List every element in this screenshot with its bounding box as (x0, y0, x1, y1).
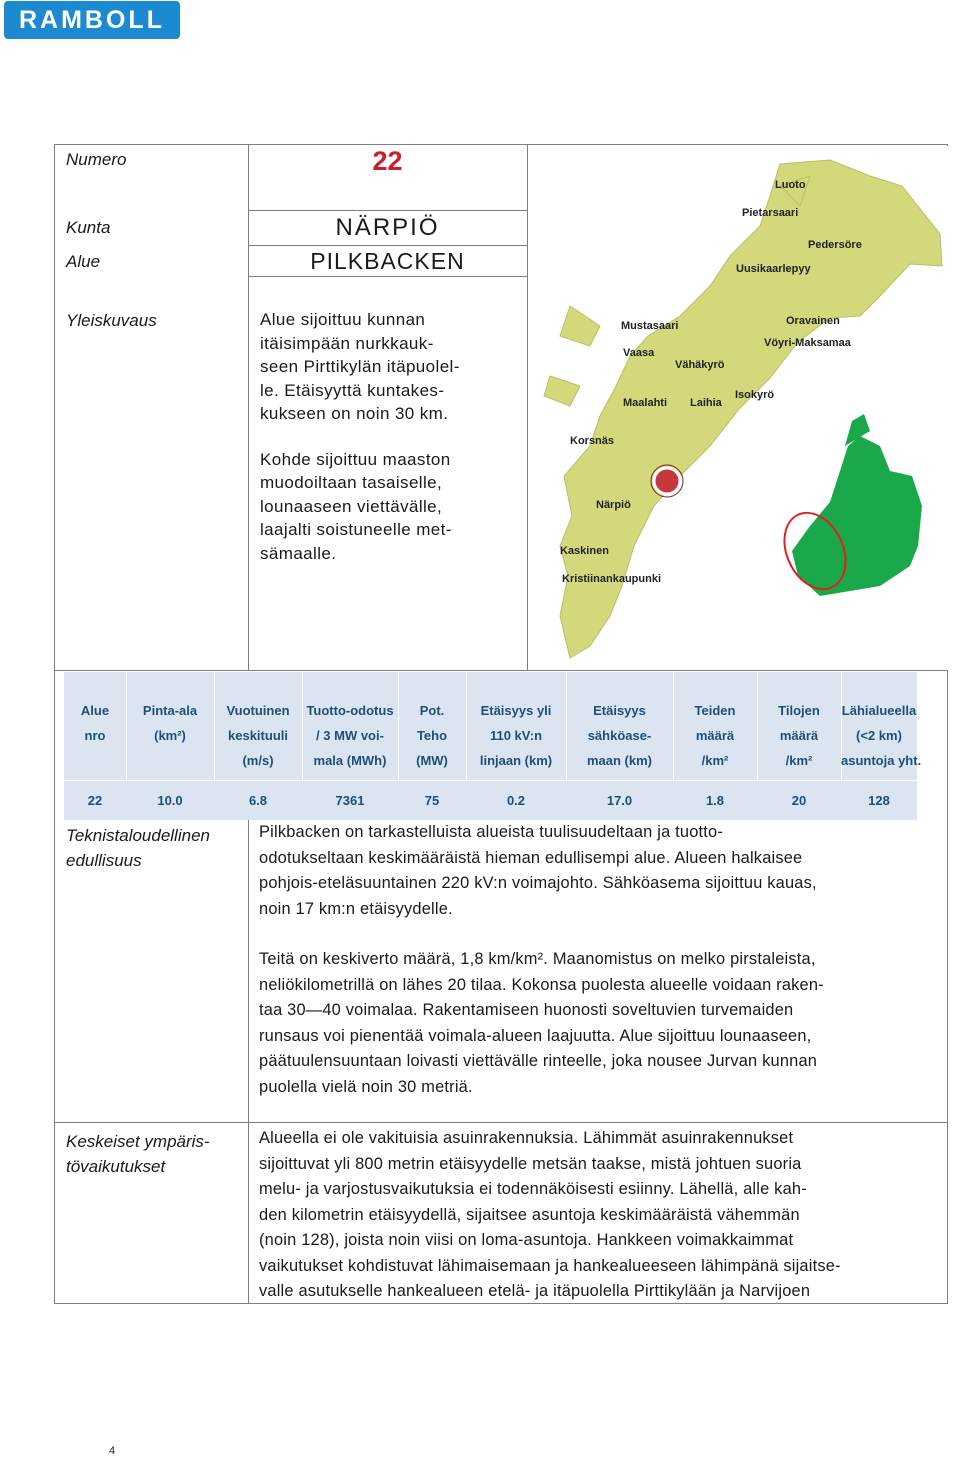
alue-label: Alue (66, 252, 101, 271)
yleiskuvaus-line: itäisimpään nurkkauk- (260, 333, 434, 353)
yleiskuvaus-line: muodoiltaan tasaiselle, (260, 473, 443, 492)
ymparisto-line: sijoittuvat yli 800 metrin etäisyydelle metsän taakse, mistä johtuen suoria (259, 1154, 802, 1173)
stats-header-pinta-ala: Pinta-ala (km²) (142, 703, 198, 743)
ymparisto-text (259, 1126, 949, 1305)
map-column-divider (527, 144, 528, 670)
stats-header-tilojen: Tilojen määrä /km² (778, 703, 820, 768)
stats-header-asuntoja: Lähialueella (<2 km) asuntoja yht. (841, 703, 922, 768)
kunta-value: NÄRPIÖ (335, 214, 440, 241)
stats-value-teiden: 1.8 (705, 793, 725, 808)
stats-value-keskituuli: 6.8 (248, 793, 268, 808)
map-graphic (530, 146, 948, 670)
stats-value-pinta-ala: 10.0 (157, 793, 183, 808)
numero-label: Numero (66, 150, 127, 169)
place-label: Närpiö (596, 499, 631, 511)
stats-header-alue: Alue nro (80, 703, 110, 743)
table-border-top (54, 144, 948, 145)
location-map (530, 146, 948, 670)
tekninen-line: runsaus voi pienentää voimala-alueen laajuutta. Alue sijoittuu lounaaseen, (259, 1026, 812, 1045)
yleiskuvaus-text (260, 308, 522, 565)
place-label: Uusikaarlepyy (736, 263, 811, 275)
kunta-label: Kunta (66, 218, 111, 237)
place-label: Laihia (690, 397, 722, 409)
tekninen-line: pohjois-eteläsuuntainen 220 kV:n voimajohto. Sähköasema sijoittuu kauas, (259, 874, 817, 892)
ymparisto-line: den kilometrin etäisyydellä, sijaitsee asuntoja keskimääräistä vähemmän (259, 1205, 800, 1224)
yleiskuvaus-line: le. Etäisyyttä kuntakes- (260, 380, 445, 400)
place-label: Oravainen (786, 315, 840, 327)
tekninen-line: taa 30—40 voimalaa. Rakentamiseen huonosti soveltuvien turvemaiden (259, 1001, 794, 1019)
place-label: Luoto (775, 179, 806, 191)
place-label: Vöyri-Maksamaa (764, 337, 851, 349)
numero-value: 22 (372, 146, 403, 176)
row-divider-alue (248, 276, 527, 277)
stats-header-sahkoasema: Etäisyys sähköase- maan (km) (586, 703, 653, 768)
place-label: Kaskinen (560, 545, 609, 557)
alue-value: PILKBACKEN (310, 248, 465, 274)
stats-value-linja: 0.2 (506, 793, 526, 808)
finland-shape (792, 436, 922, 596)
yleiskuvaus-line: lounaaseen viettävälle, (260, 496, 443, 516)
stats-table (64, 672, 922, 820)
ymparisto-label: Keskeiset ympäris- tövaikutukset (66, 1132, 210, 1176)
label-column-divider-lower (248, 820, 249, 1304)
stats-header-tuotto: Tuotto-odotus / 3 MW voi- mala (MWh) (306, 703, 394, 768)
tekninen-line: Pilkbacken on tarkastelluista alueista tuulisuudeltaan ja tuotto- (259, 823, 724, 841)
yleiskuvaus-line: laajalti soistuneelle met- (260, 520, 452, 539)
stats-value-teho: 75 (424, 793, 440, 808)
stats-value-asuntoja: 128 (868, 793, 890, 808)
yleiskuvaus-line: kukseen on noin 30 km. (260, 404, 449, 423)
ymparisto-line: (noin 128), joista noin viisi on loma-asuntoja. Hankkeen voimakkaimmat (259, 1231, 794, 1249)
stats-header-teiden: Teiden määrä /km² (694, 703, 736, 768)
tekninen-text (259, 820, 949, 1100)
yleiskuvaus-line: seen Pirttikylän itäpuolel- (260, 357, 460, 376)
stats-value-alue: 22 (87, 793, 103, 808)
place-label: Maalahti (623, 397, 668, 409)
tekninen-line: neliökilometrillä on lähes 20 tilaa. Kokonsa puolesta alueelle voidaan raken- (259, 975, 824, 994)
stats-value-tilojen: 20 (791, 793, 807, 808)
place-label: Isokyrö (735, 389, 775, 401)
place-label: Vähäkyrö (675, 359, 725, 371)
place-label: Vaasa (623, 347, 655, 359)
stats-value-tuotto: 7361 (335, 793, 365, 808)
tekninen-label: Teknistaloudellinen edullisuus (66, 826, 210, 870)
yleiskuvaus-line: Alue sijoittuu kunnan (260, 310, 426, 329)
site-marker (654, 468, 680, 494)
stats-header-teho: Pot. Teho (MW) (416, 703, 448, 768)
tekninen-line: odotukseltaan keskimääräistä hieman edullisempi alue. Alueen halkaisee (259, 848, 803, 867)
ymparisto-line: vaikutukset kohdistuvat lähimaisemaan ja hankealueeseen lähimpänä sijaitse- (259, 1256, 841, 1275)
ymparisto-line: melu- ja varjostusvaikutuksia ei todennäköisesti esiinny. Lähellä, alle kah- (259, 1180, 807, 1198)
place-label: Kristiinankaupunki (562, 573, 662, 585)
tekninen-line: Teitä on keskiverto määrä, 1,8 km/km². Maanomistus on melko pirstaleista, (259, 950, 816, 968)
row-divider-tekninen (54, 1122, 948, 1123)
ymparisto-line: Alueella ei ole vakituisia asuinrakennuksia. Lähimmät asuinrakennukset (259, 1129, 794, 1147)
stats-header-linja: Etäisyys yli 110 kV:n linjaan (km) (479, 703, 553, 768)
yleiskuvaus-label: Yleiskuvaus (66, 311, 157, 330)
page-number: 4 (109, 1445, 116, 1457)
place-label: Pedersöre (808, 239, 862, 251)
row-divider-stats (54, 670, 948, 671)
place-label: Korsnäs (570, 435, 615, 447)
yleiskuvaus-line: Kohde sijoittuu maaston (260, 449, 451, 469)
ymparisto-line: valle asutukselle hankealueen etelä- ja itäpuolella Pirttikylään ja Narvijoen (259, 1282, 811, 1300)
tekninen-line: päätuulensuuntaan loivasti viettävälle rinteelle, joka nousee Jurvan kunnan (259, 1052, 818, 1070)
stats-value-sahkoasema: 17.0 (606, 793, 633, 808)
tekninen-line: puolella vielä noin 30 metriä. (259, 1077, 473, 1096)
row-divider-kunta (248, 245, 527, 246)
place-label: Mustasaari (621, 320, 679, 332)
place-label: Pietarsaari (742, 207, 799, 219)
ramboll-logo: RAMBOLL (4, 1, 180, 39)
table-border-left (54, 144, 55, 1304)
yleiskuvaus-line: sämaalle. (260, 543, 337, 563)
stats-header-keskituuli: Vuotuinen keskituuli (m/s) (226, 703, 290, 768)
row-divider-numero (248, 210, 527, 211)
tekninen-line: noin 17 km:n etäisyydelle. (259, 899, 453, 918)
